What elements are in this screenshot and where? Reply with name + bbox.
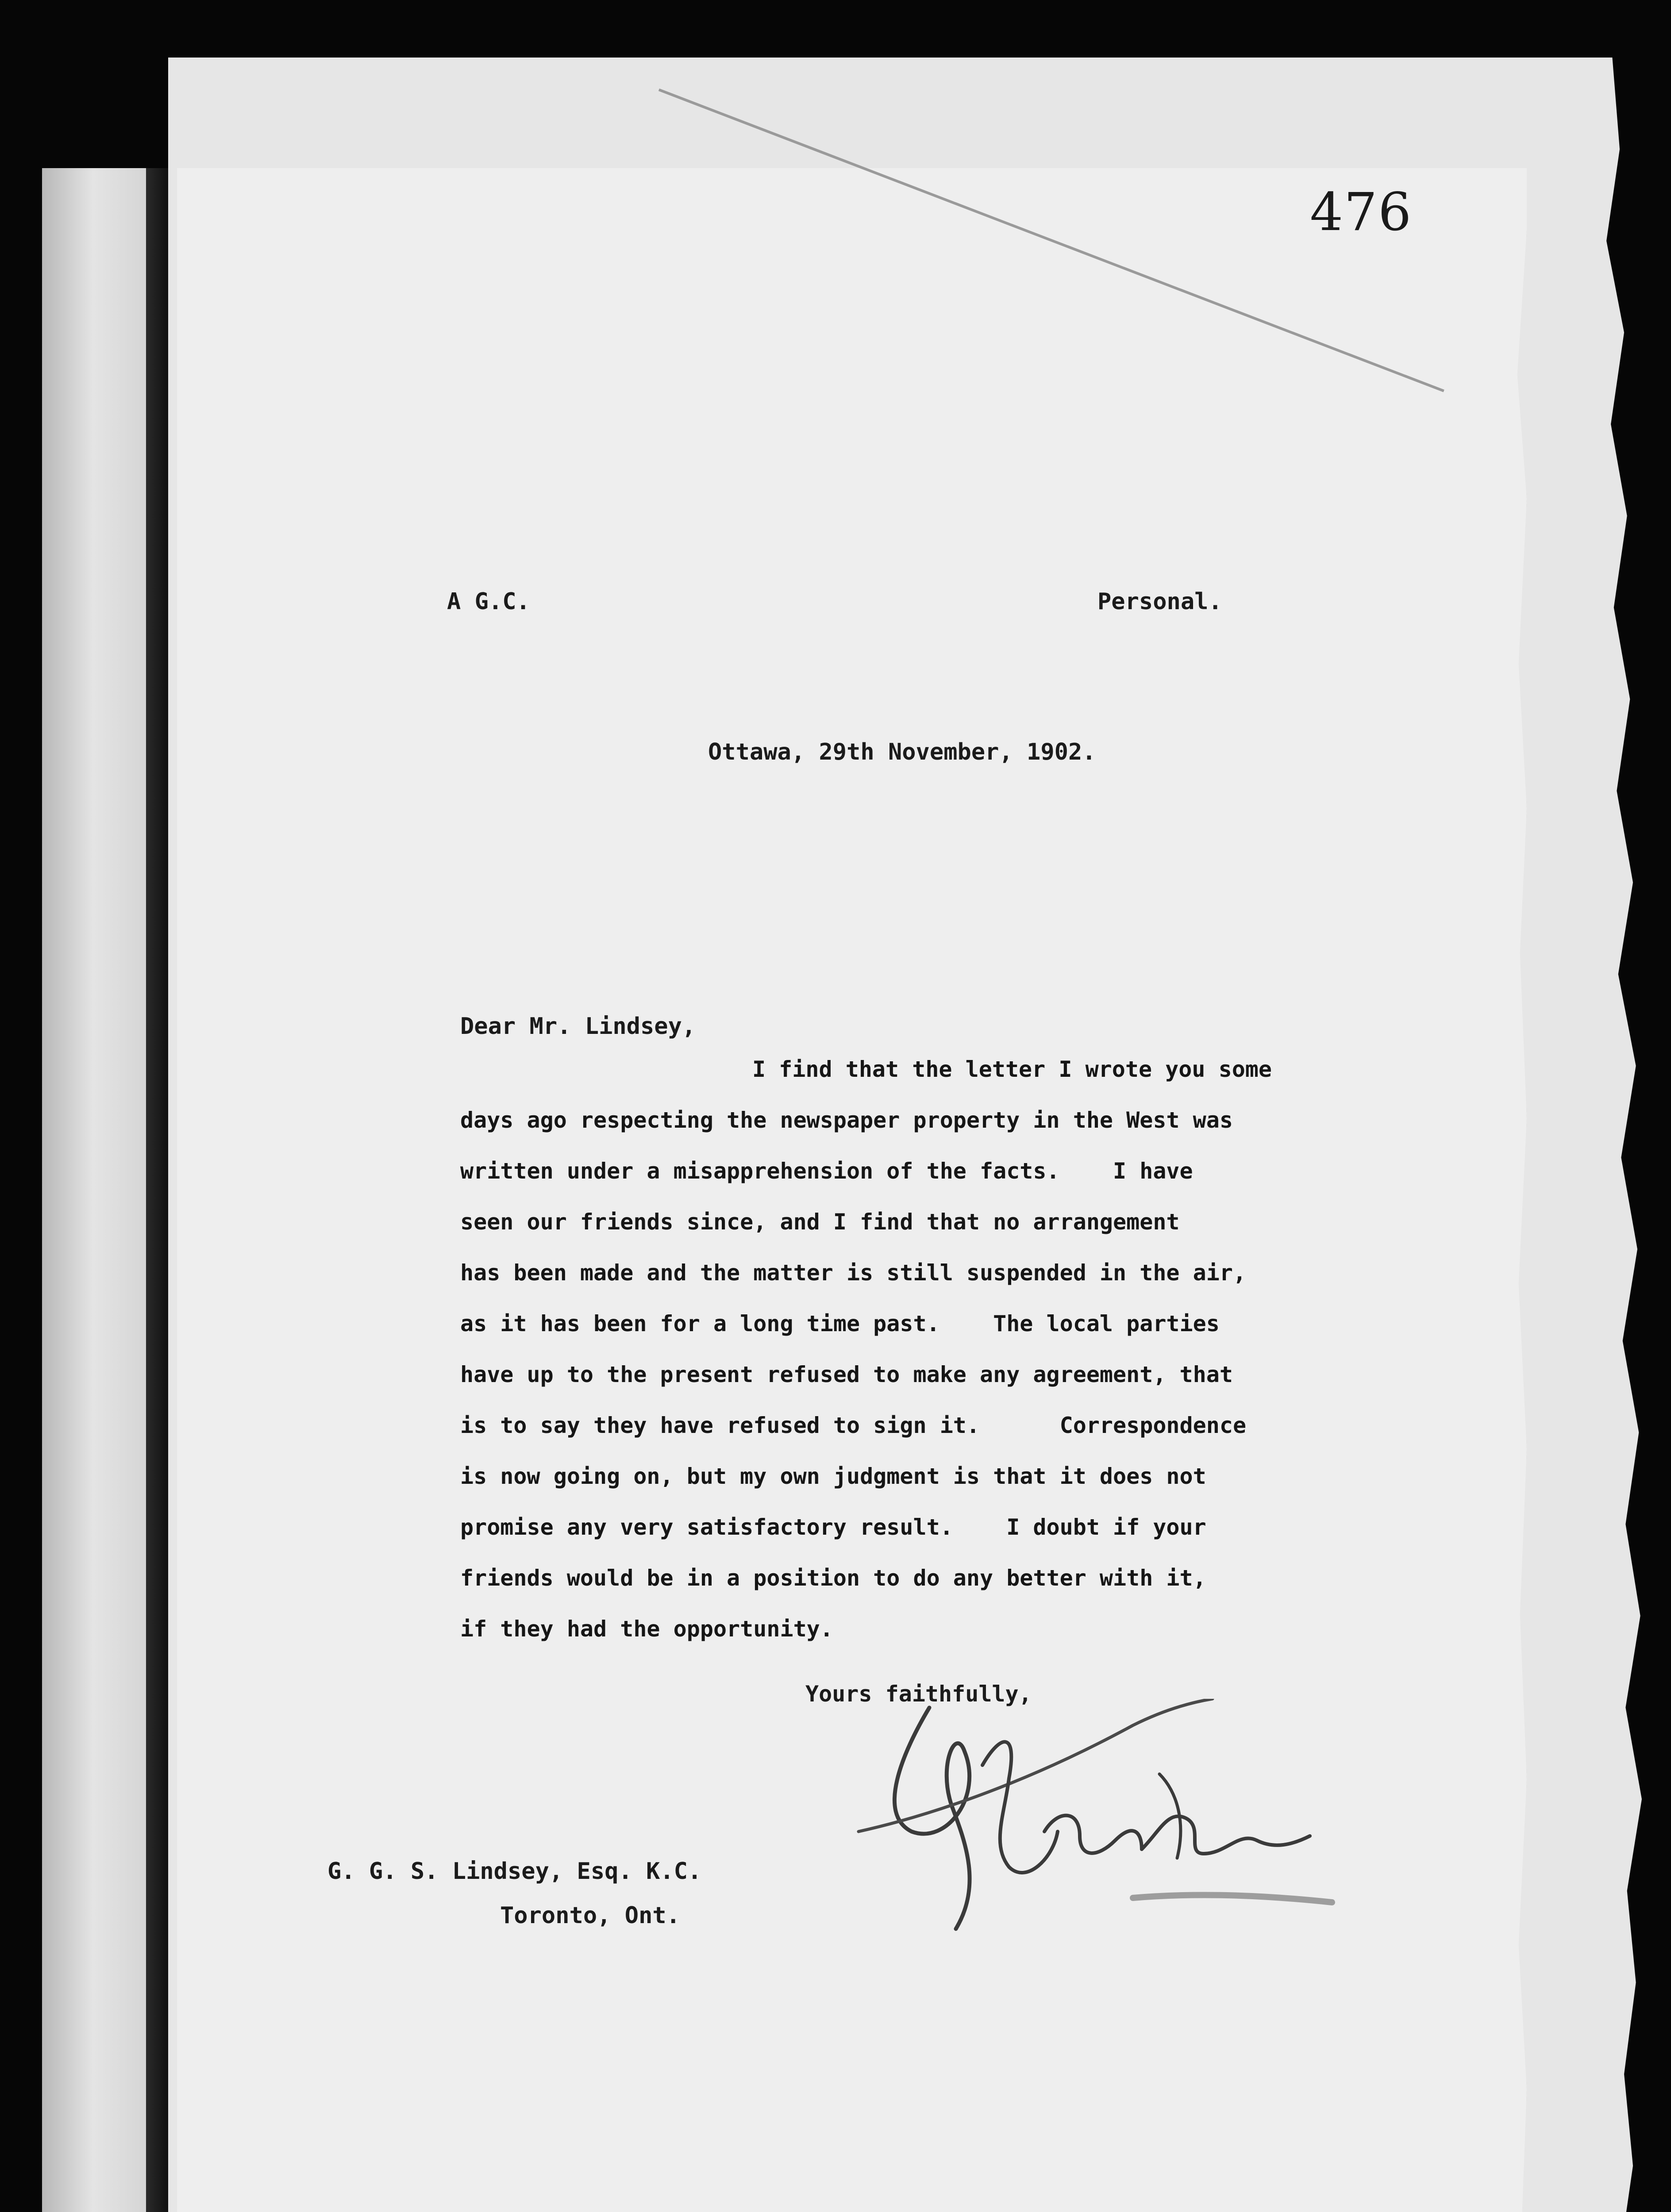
salutation: Dear Mr. Lindsey, xyxy=(460,1013,696,1040)
personal-label: Personal. xyxy=(1097,588,1222,615)
body-line: if they had the opportunity. xyxy=(460,1616,833,1642)
body-line: friends would be in a position to do any better with it, xyxy=(460,1565,1206,1591)
body-line: as it has been for a long time past. The local parties xyxy=(460,1311,1220,1336)
body-line: is to say they have refused to sign it. Correspondence xyxy=(460,1413,1247,1438)
body-line: I find that the letter I wrote you some xyxy=(752,1056,1272,1082)
body-line: written under a misapprehension of the facts. I have xyxy=(460,1158,1193,1184)
file-code: A G.C. xyxy=(447,588,530,615)
addressee-name: G. G. S. Lindsey, Esq. K.C. xyxy=(327,1858,702,1885)
closing: Yours faithfully, xyxy=(805,1681,1032,1707)
body-line: seen our friends since, and I find that no arrangement xyxy=(460,1209,1180,1235)
letter-body xyxy=(460,1044,1434,1655)
body-line: has been made and the matter is still suspended in the air, xyxy=(460,1260,1247,1286)
handwritten-signature xyxy=(850,1699,1336,1947)
addressee-city: Toronto, Ont. xyxy=(500,1902,680,1929)
body-line: have up to the present refused to make any agreement, that xyxy=(460,1362,1233,1387)
dateline: Ottawa, 29th November, 1902. xyxy=(708,739,1096,765)
body-line: promise any very satisfactory result. I doubt if your xyxy=(460,1514,1206,1540)
page-number: 476 xyxy=(1310,181,1413,242)
body-line: days ago respecting the newspaper property in the West was xyxy=(460,1107,1233,1133)
body-line: is now going on, but my own judgment is that it does not xyxy=(460,1463,1206,1489)
